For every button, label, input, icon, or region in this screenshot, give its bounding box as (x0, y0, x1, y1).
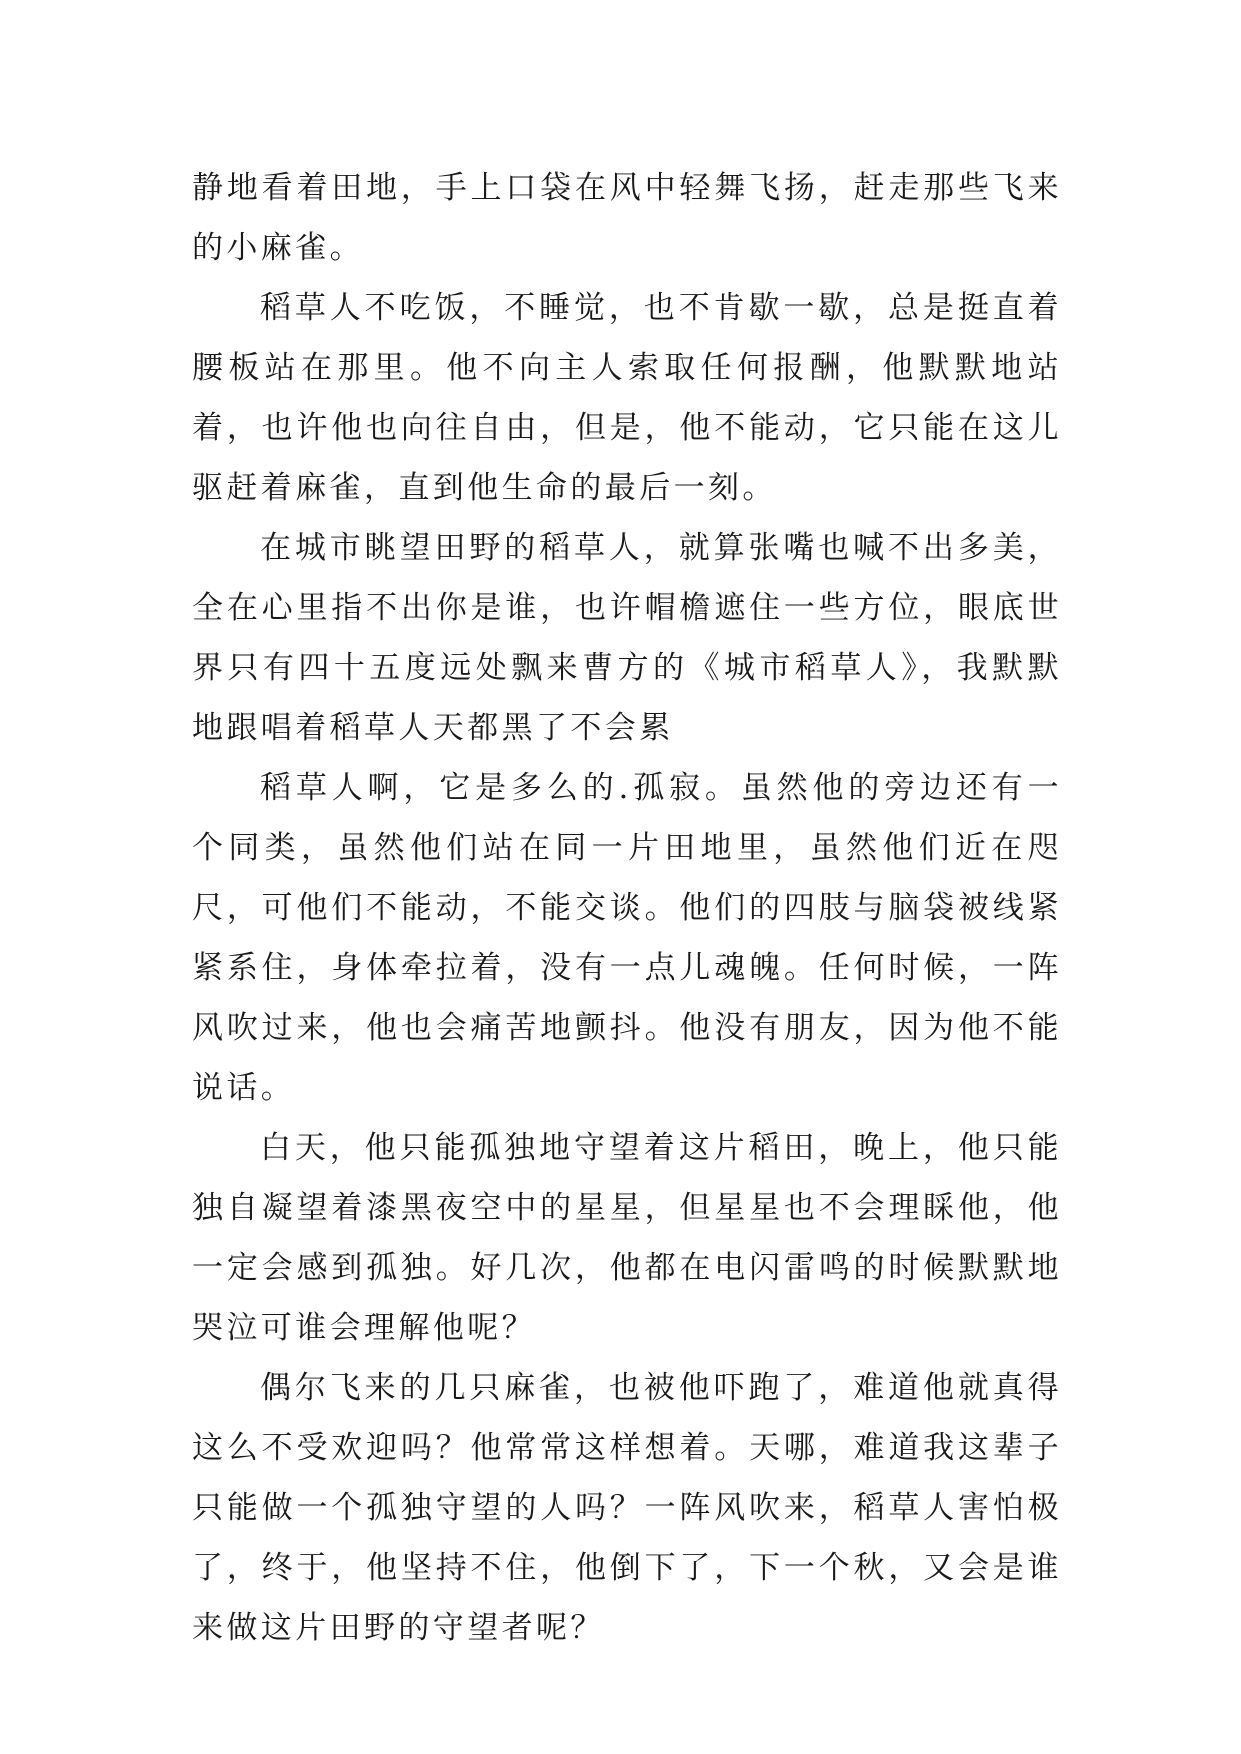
paragraph-5: 白天，他只能孤独地守望着这片稻田，晚上，他只能独自凝望着漆黑夜空中的星星，但星星也不会理睬他，他一定会感到孤独。好几次，他都在电闪雷鸣的时候默默地哭泣可谁会理解他呢？ (192, 1130, 1062, 1346)
paragraph-2: 稻草人不吃饭，不睡觉，也不肯歇一歇，总是挺直着腰板站在那里。他不向主人索取任何报酬，他默默地站着，也许他也向往自由，但是，他不能动，它只能在这儿驱赶着麻雀，直到他生命的最后一刻。 (192, 290, 1062, 506)
article-body (192, 158, 1062, 1658)
paragraph-6: 偶尔飞来的几只麻雀，也被他吓跑了，难道他就真得这么不受欢迎吗？他常常这样想着。天哪，难道我这辈子只能做一个孤独守望的人吗？一阵风吹来，稻草人害怕极了，终于，他坚持不住，他倒下了，下一个秋，又会是谁来做这片田野的守望者呢？ (192, 1370, 1062, 1646)
paragraph-1: 静地看着田地，手上口袋在风中轻舞飞扬，赶走那些飞来的小麻雀。 (192, 170, 1062, 266)
paragraph-4: 稻草人啊，它是多么的.孤寂。虽然他的旁边还有一个同类，虽然他们站在同一片田地里，虽然他们近在咫尺，可他们不能动，不能交谈。他们的四肢与脑袋被线紧紧系住，身体牵拉着，没有一点儿魂魄。任何时候，一阵风吹过来，他也会痛苦地颤抖。他没有朋友，因为他不能说话。 (192, 770, 1062, 1106)
paragraph-3: 在城市眺望田野的稻草人，就算张嘴也喊不出多美，全在心里指不出你是谁，也许帽檐遮住一些方位，眼底世界只有四十五度远处飘来曹方的《城市稻草人》，我默默地跟唱着稻草人天都黑了不会累 (192, 530, 1062, 746)
